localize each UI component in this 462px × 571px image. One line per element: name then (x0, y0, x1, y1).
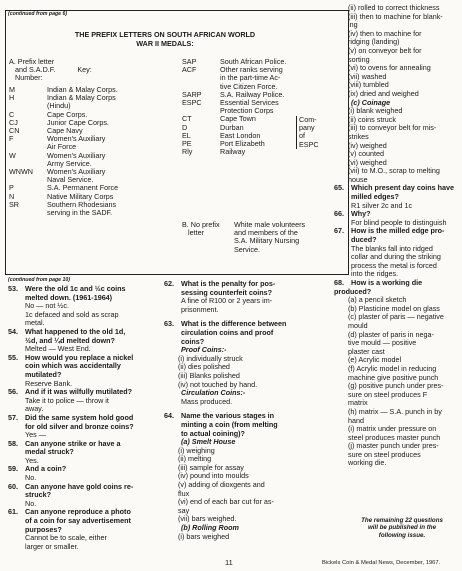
list-item: (iii) to conveyor belt for mis- (348, 123, 437, 133)
section-a-line2: and S.A.D.F. (15, 65, 56, 75)
answer-line: process the metal is forced (351, 260, 437, 270)
answer-line: No. (25, 473, 37, 483)
prefix-desc: Women's Auxiliary (47, 134, 106, 144)
prefix-code: CJ (9, 117, 18, 127)
list-item: (ii) rolled to correct thickness (348, 3, 440, 12)
answer-line: Take it to police — throw it (25, 395, 109, 405)
list-item: (g) positive punch under pres- (348, 381, 444, 391)
qa-column-3 (334, 4, 460, 468)
subheading: Proof Coins:- (181, 345, 227, 355)
question-text: What happened to the old 1d, (25, 326, 126, 336)
question-line (334, 279, 460, 296)
section-b-line1: B. No prefix (182, 220, 220, 229)
prefix-desc: Durban (220, 122, 244, 132)
list-item: (ii) melting (178, 454, 212, 464)
company-line4: ESPC (299, 139, 319, 149)
question-number: 58. (8, 438, 18, 448)
list-item: (vi) end of each bar cut for as- (178, 497, 274, 507)
list-item: matrix (348, 398, 368, 408)
answer-line: larger or smaller. (25, 541, 79, 551)
prefix-code: ESPC (182, 98, 202, 108)
question-line: for old silver and bronze coins? (25, 421, 134, 431)
list-item: (ix) dried and weighed (348, 88, 419, 98)
question-text: Why? (351, 209, 371, 219)
subheading: (b) Rolling Room (181, 523, 239, 533)
answer-line: away. (25, 404, 44, 414)
section-b-desc-line: S.A. Military Nursing (234, 236, 300, 246)
prefix-desc: S.A. Permanent Force (47, 183, 119, 193)
prefix-desc: Essential Services (220, 98, 279, 108)
box-continued-label: (continued from page 6) (8, 11, 68, 17)
question-text: How would you replace a nickel (25, 352, 134, 362)
prefix-code (9, 209, 47, 217)
list-item: (iv) not touched by hand. (178, 379, 258, 389)
question-text: Can anyone have gold coins re- (25, 481, 134, 491)
question-line: coins? (181, 336, 205, 346)
question-number: 68. (334, 278, 344, 287)
question-text: Name the various stages in (181, 411, 275, 421)
prefix-desc: Army Service. (47, 158, 92, 168)
question-line: mutilated? (25, 369, 62, 379)
list-item: (viii) tumbled (348, 80, 389, 90)
question-number: 66. (334, 209, 344, 219)
remaining-line1: The remaining 22 questions (361, 517, 443, 524)
question-line: of a coin for say advertisement (25, 516, 131, 526)
question-line: struck? (25, 490, 51, 500)
prefix-code: F (9, 134, 14, 144)
question-text: Can anyone strike or have a (25, 438, 121, 448)
prefix-row (182, 107, 342, 115)
page-number: 11 (225, 558, 233, 567)
list-item: (i) matrix under pressure on (348, 424, 437, 434)
prefix-desc: Railway (220, 147, 246, 157)
list-item: (v) on conveyor belt for (348, 45, 422, 55)
list-item: flux (178, 488, 190, 498)
company-line3: of (299, 131, 305, 141)
list-item: steel produces master punch (348, 432, 441, 442)
answer-line: Yes. (25, 455, 39, 465)
answer-line: prisonment. (181, 304, 219, 314)
list-item: (iii) Blanks polished (178, 370, 240, 380)
section-b-desc-line: Service. (234, 244, 260, 254)
company-line1: Com- (299, 115, 317, 124)
prefix-code: P (9, 183, 14, 193)
answer-line: Reserve Bank. (25, 378, 73, 388)
subheading: (a) Smelt House (181, 437, 236, 447)
list-item: plaster cast (348, 346, 385, 356)
list-item: (i) blank weighed (348, 106, 403, 116)
prefix-row (9, 135, 169, 143)
prefix-code: CN (9, 126, 20, 136)
qa-column-1 (8, 285, 156, 551)
question-number: 64. (164, 411, 174, 421)
section-a-header (9, 58, 92, 83)
list-item: (vi) weighed (348, 157, 387, 167)
list-item: machine give positive punch (348, 372, 439, 382)
list-item: working die. (348, 458, 387, 468)
prefix-desc: South African Police. (220, 57, 287, 66)
question-number: 53. (8, 284, 18, 293)
list-item: (ii) dies polished (178, 362, 230, 372)
list-item: (b) Plasticine model on glass (348, 303, 440, 313)
prefix-desc: Air Force (47, 142, 77, 152)
answer-line: For blind people to distinguish (351, 217, 447, 227)
question-text: Can anyone reproduce a photo (25, 507, 131, 517)
prefix-code (182, 74, 220, 82)
question-line: milled edges? (351, 192, 399, 202)
prefix-desc: Indian & Malay Corps (47, 93, 116, 103)
question-number: 63. (164, 319, 174, 329)
answer-line: A fine of R100 or 2 years im- (181, 296, 273, 306)
question-line: sessing counterfeit coins? (181, 287, 273, 297)
prefix-code: N (9, 191, 15, 201)
prefix-desc: Southern Rhodesians (47, 199, 117, 209)
question-number: 60. (8, 481, 18, 491)
prefix-desc: Naval Service. (47, 175, 94, 185)
prefix-code: D (182, 122, 188, 132)
prefix-code: C (9, 109, 15, 119)
prefix-desc: Women's Auxiliary (47, 150, 106, 160)
box-title-line1: THE PREFIX LETTERS ON SOUTH AFRICAN WORLD (74, 30, 256, 39)
prefix-desc: Indian & Malay Corps. (47, 85, 118, 94)
list-item: ridging (landing) (348, 37, 400, 47)
list-item: ing (348, 20, 358, 30)
prefix-code: SARP (182, 89, 202, 99)
prefix-row (9, 209, 169, 217)
prefix-desc: East London (220, 130, 261, 140)
list-item: sure on steel produces F (348, 389, 428, 399)
prefix-code (9, 102, 47, 110)
list-item: (iii) then to machine for blank- (348, 11, 443, 21)
answer-line: No — not ½c. (25, 301, 69, 311)
publication-line: Bickels Coin & Medal News, December, 1967. (322, 560, 441, 566)
question-line: ½d, and ¼d melted down? (25, 335, 115, 345)
prefix-desc: Other ranks serving (220, 65, 283, 75)
list-item: (j) master punch under pres- (348, 441, 439, 451)
list-item: sure on steel produces (348, 449, 421, 459)
prefix-desc: in the part-time Ac- (220, 73, 281, 83)
question-line: circulation coins and proof (181, 327, 274, 337)
prefix-code: WNWN (9, 167, 33, 177)
remaining-questions-note (352, 517, 452, 539)
question-line: to actual coining)? (181, 428, 245, 438)
question-number: 65. (334, 183, 344, 193)
list-item: (iv) weighed (348, 140, 387, 150)
question-text: Did the same system hold good (25, 412, 134, 422)
answer-line: Melted — West End. (25, 344, 91, 354)
question-text: Were the old 1c and ½c coins (25, 284, 126, 293)
box-title (55, 30, 275, 48)
question-text: How is a working die produced? (334, 278, 423, 296)
company-line2: pany (299, 123, 315, 133)
answer-line: R1 silver 2c and 1c (351, 200, 413, 210)
question-number: 57. (8, 412, 18, 422)
col1-continued-label: (continued from page 10) (8, 277, 70, 283)
prefix-code (9, 176, 47, 184)
list-item: house (348, 174, 368, 184)
question-number: 59. (8, 464, 18, 474)
answer-line: Cannot be to scale, either (25, 533, 107, 543)
question-line: purposes? (25, 524, 62, 534)
prefix-row (9, 94, 169, 102)
prefix-code: CT (182, 114, 192, 124)
question-number: 62. (164, 279, 174, 288)
list-item: (v) adding of dioxgents and (178, 480, 265, 490)
list-item: (iv) then to machine for (348, 28, 422, 38)
list-item: say (178, 505, 190, 515)
prefix-row (182, 148, 342, 156)
question-text: What is the difference between (181, 319, 287, 329)
question-number: 67. (334, 226, 344, 236)
question-text: And if it was wilfully mutilated? (25, 387, 133, 397)
answer-line: The blanks fall into ridged (351, 243, 433, 253)
section-b-label (182, 221, 220, 237)
remaining-line3: following issue. (378, 531, 426, 539)
answer-line: Mass produced. (181, 396, 233, 406)
question-line: coin which was accidentally (25, 361, 121, 371)
section-b-desc-line: White male volunteers (234, 220, 306, 229)
list-item: (a) a pencil sketch (348, 295, 407, 305)
question-text: And a coin? (25, 464, 67, 474)
prefix-code: Rly (182, 147, 193, 157)
question-text: Which present day coins have (351, 183, 455, 193)
prefix-desc: Port Elizabeth (220, 139, 265, 149)
answer-line: 1c defaced and sold as scrap (25, 309, 119, 319)
list-item: tive mould — positive (348, 338, 417, 348)
section-b-desc (234, 221, 305, 254)
section-a-line1: A. Prefix letter (9, 57, 55, 66)
answer-line: into the ridges. (351, 269, 399, 279)
question-number: 61. (8, 507, 18, 517)
list-item: strikes (348, 131, 369, 141)
list-item: (i) individually struck (178, 353, 243, 363)
subheading: Circulation Coins:- (181, 388, 246, 398)
prefix-code: M (9, 85, 15, 94)
prefix-row (9, 119, 169, 127)
question-number: 56. (8, 387, 18, 397)
list-item: (f) Acrylic model in reducing (348, 363, 437, 373)
prefix-desc: Junior Cape Corps. (47, 117, 109, 127)
prefix-left-list (9, 86, 169, 217)
prefix-desc: Protection Corps (220, 106, 274, 116)
answer-line: No. (25, 498, 37, 508)
question-line: medal struck? (25, 447, 74, 457)
prefix-desc: Cape Town (220, 114, 256, 124)
question-text: What is the penalty for pos- (181, 279, 276, 288)
list-item: (vii) washed (348, 71, 387, 81)
prefix-code: PE (182, 139, 192, 149)
list-item: (vii) to M.O., scrap to melting (348, 166, 440, 176)
answer-line: metal. (25, 318, 45, 328)
section-b-line2: letter (188, 228, 204, 238)
company-of-espc (296, 116, 329, 149)
list-item: (ii) coins struck (348, 114, 396, 124)
subheading: (c) Coinage (351, 97, 391, 107)
prefix-desc: serving in the SADF. (47, 208, 113, 218)
prefix-code: EL (182, 130, 191, 140)
list-item: (v) counted (348, 149, 384, 159)
prefix-code: SR (9, 199, 19, 209)
list-item: (c) plaster of paris — negative (348, 312, 444, 322)
list-item: (iv) pound into moulds (178, 471, 249, 481)
list-item: (vi) to ovens for annealing (348, 63, 431, 73)
qa-column-2 (164, 280, 324, 541)
list-item: (e) Acrylic model (348, 355, 402, 365)
list-item: (i) bars weighed (178, 531, 230, 541)
question-line: melted down. (1961-1964) (25, 292, 113, 302)
prefix-code: ACF (182, 65, 197, 75)
list-item: (iii) sample for assay (178, 462, 244, 472)
list-item: hand (348, 415, 364, 425)
prefix-desc: Cape Navy (47, 126, 83, 136)
prefix-code: W (9, 150, 16, 160)
list-item: (h) matrix — S.A. punch in by (348, 406, 442, 416)
prefix-code: SAP (182, 57, 197, 66)
number-label: Number: (15, 73, 43, 83)
key-label: Key: (77, 65, 92, 75)
remaining-line2: will be published in the (367, 524, 437, 532)
prefix-row (9, 102, 169, 110)
answer-line: collar and during the striking (351, 252, 441, 262)
list-item: sorting (348, 54, 370, 64)
prefix-code: H (9, 93, 15, 103)
prefix-desc: tive Citizen Force. (220, 81, 278, 91)
list-item: (vii) bars weighed. (178, 514, 237, 524)
question-line: duced? (351, 235, 377, 245)
prefix-desc: Cape Corps. (47, 109, 88, 119)
list-item: (d) plaster of paris in nega- (348, 329, 434, 339)
list-item: mould (348, 320, 368, 330)
question-number: 54. (8, 326, 18, 336)
prefix-desc: Native Military Corps (47, 191, 114, 201)
prefix-desc: S.A. Railway Police. (220, 89, 285, 99)
box-title-line2: WAR II MEDALS: (136, 39, 194, 48)
question-text: How is the milled edge pro- (351, 226, 445, 236)
prefix-desc: Women's Auxiliary (47, 167, 106, 177)
question-line: minting a coin (from melting (181, 419, 278, 429)
prefix-desc: (Hindu) (47, 101, 71, 111)
question-number: 55. (8, 352, 18, 362)
section-b-desc-line: and members of the (234, 228, 298, 238)
answer-line: Yes — (25, 430, 46, 440)
list-item: (i) weighing (178, 445, 215, 455)
